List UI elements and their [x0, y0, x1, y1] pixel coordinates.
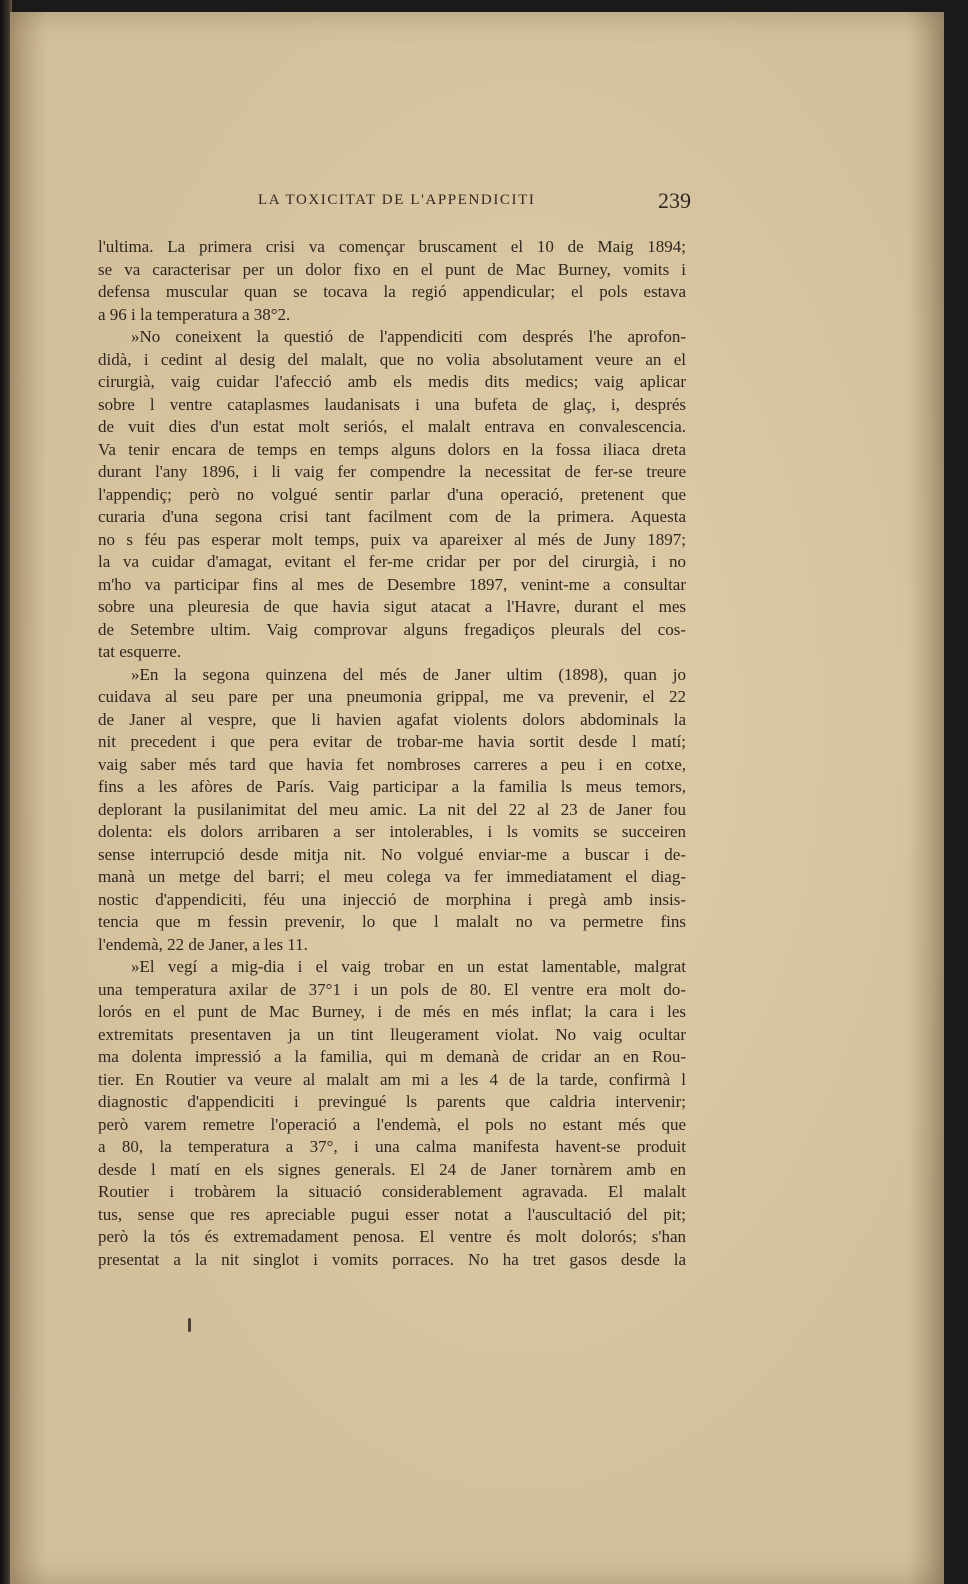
text-line: l'appendiç; però no volgué sentir parlar d'una operació, pretenent que: [98, 484, 686, 504]
text-line: Va tenir encara de temps en temps alguns dolors en la fossa iliaca dreta: [98, 439, 686, 459]
text-line: extremitats presentaven ja un tint lleugerament violat. No vaig ocultar: [98, 1024, 686, 1044]
text-line: diagnostic d'appendiciti i previngué ls parents que caldria intervenir;: [98, 1092, 686, 1111]
text-line: no s féu pas esperar molt temps, puix va apareixer al més de Juny 1897;: [98, 529, 686, 549]
text-line: lorós en el punt de Mac Burney, i de més en més inflat; la cara i les: [98, 1002, 686, 1021]
text-line: però varem remetre l'operació a l'endemà, el pols no estant més que: [98, 1114, 686, 1134]
text-line: »No coneixent la questió de l'appendiciti com després l'he aprofon-: [131, 327, 686, 346]
page-header: [10, 188, 944, 218]
text-line: nit precedent i que pera evitar de trobar-me havia sortit desde l matí;: [98, 732, 686, 751]
text-line: didà, i cedint al desig del malalt, que no volia absolutament veure an el: [98, 349, 686, 369]
text-line: tat esquerre.: [98, 642, 182, 661]
page-number: 239: [658, 188, 691, 213]
running-title: LA TOXICITAT DE L'APPENDICITI: [258, 192, 536, 208]
text-line: defensa muscular quan se tocava la regió appendicular; el pols estava: [98, 282, 686, 301]
text-line: tier. En Routier va veure al malalt am mi a les 4 de la tarde, confirmà l: [98, 1069, 686, 1089]
text-line: sense interrupció desde mitja nit. No volgué enviar-me a buscar i de-: [98, 844, 686, 864]
text-line: cirurgià, vaig cuidar l'afecció amb els medis dits medics; vaig aplicar: [98, 372, 686, 391]
text-line: una temperatura axilar de 37°1 i un pols de 80. El ventre era molt do-: [98, 979, 686, 999]
text-line: cuidava al seu pare per una pneumonia grippal, me va prevenir, el 22: [98, 687, 686, 706]
text-line: m'ho va participar fins al mes de Desembre 1897, venint-me a consultar: [98, 574, 686, 594]
text-line: de Setembre ultim. Vaig comprovar alguns fregadiços pleurals del cos-: [98, 619, 686, 639]
text-line: a 80, la temperatura a 37°, i una calma manifesta havent-se produit: [98, 1137, 686, 1156]
text-line: deplorant la pusilanimitat del meu amic. La nit del 22 al 23 de Janer fou: [98, 799, 686, 819]
text-line: desde l matí en els signes generals. El 24 de Janer tornàrem amb en: [98, 1159, 686, 1179]
text-line: l'endemà, 22 de Janer, a les 11.: [98, 934, 308, 954]
text-line: sobre l ventre cataplasmes laudanisats i una bufeta de glaç, i, després: [98, 394, 686, 414]
text-line: durant l'any 1896, i li vaig fer compendre la necessitat de fer-se treure: [98, 462, 686, 481]
text-line: la va cuidar d'amagat, evitant el fer-me cridar per por del cirurgià, i no: [98, 552, 686, 571]
text-line: però la tós és extremadament penosa. El ventre és molt dolorós; s'han: [98, 1227, 686, 1246]
text-line: presentat a la nit singlot i vomits porraces. No ha tret gasos desde la: [98, 1249, 686, 1269]
text-line: Routier i trobàrem la situació considerablement agravada. El malalt: [98, 1182, 686, 1201]
text-line: de Janer al vespre, que li havien agafat violents dolors abdominals la: [98, 709, 686, 729]
text-line: ma dolenta impressió a la familia, qui m demanà de cridar an en Rou-: [98, 1047, 686, 1066]
text-line: l'ultima. La primera crisi va començar bruscament el 10 de Maig 1894;: [98, 237, 686, 256]
text-line: nostic d'appendiciti, féu una injecció de morphina i pregà amb insis-: [98, 889, 686, 909]
text-line: de vuit dies d'un estat molt seriós, el malalt entrava en convalescencia.: [98, 417, 686, 436]
text-line: fins a les afòres de París. Vaig participar a la familia ls meus temors,: [98, 777, 686, 796]
text-line: se va caracterisar per un dolor fixo en el punt de Mac Burney, vomits i: [98, 259, 686, 279]
text-line: »El vegí a mig-dia i el vaig trobar en un estat lamentable, malgrat: [131, 957, 686, 976]
text-line: vaig saber més tard que havia fet nombroses carreres a peu i en cotxe,: [98, 754, 686, 774]
text-line: dolenta: els dolors arribaren a ser intolerables, i ls vomits se succeiren: [98, 822, 686, 841]
text-line: sobre una pleuresia de que havia sigut atacat a l'Havre, durant el mes: [98, 597, 686, 616]
text-line: »En la segona quinzena del més de Janer ultim (1898), quan jo: [131, 664, 686, 684]
ink-speck: [188, 1318, 191, 1332]
text-line: tencia que m fessin prevenir, lo que l malalt no va permetre fins: [98, 912, 686, 931]
text-line: a 96 i la temperatura a 38°2.: [98, 304, 291, 324]
book-page: [10, 12, 944, 1584]
text-line: tus, sense que res apreciable pugui esser notat a l'auscultació del pit;: [98, 1204, 686, 1224]
text-line: curaria d'una segona crisi tant facilment com de la primera. Aquesta: [98, 507, 686, 526]
text-line: manà un metge del barri; el meu colega va fer immediatament el diag-: [98, 867, 686, 886]
body-text: [98, 236, 686, 1271]
